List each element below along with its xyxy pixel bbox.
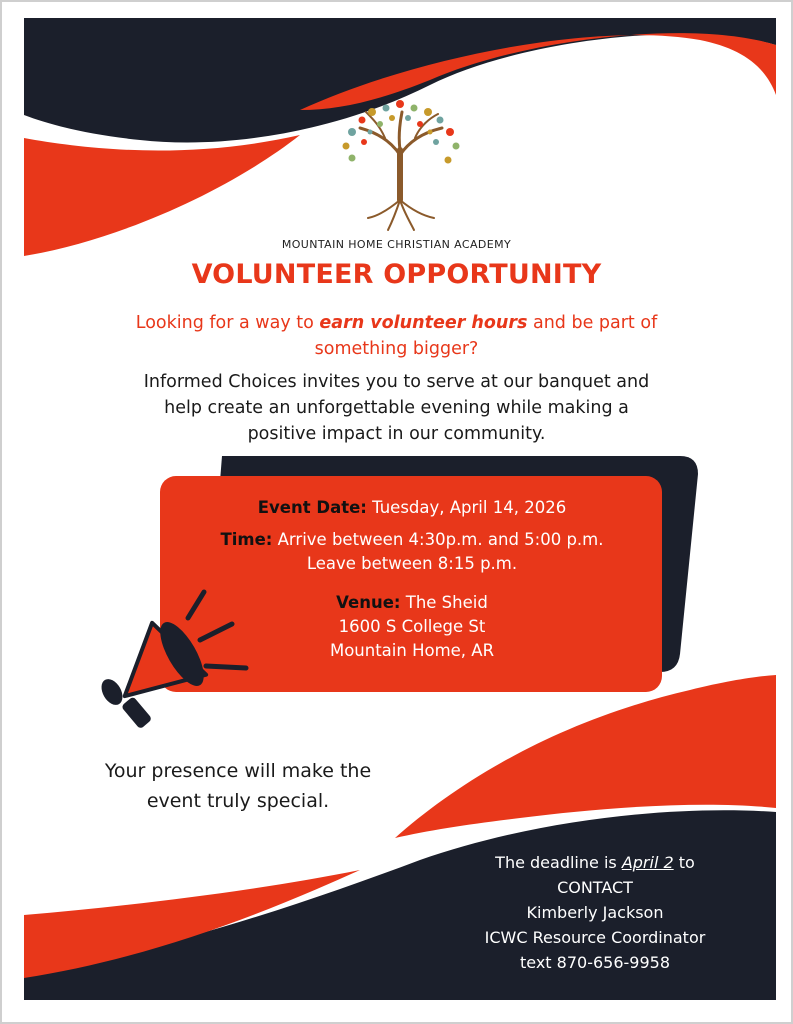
deadline-text-start: The deadline is	[495, 853, 622, 872]
school-name: MOUNTAIN HOME CHRISTIAN ACADEMY	[281, 238, 512, 251]
deadline-date: April 2	[621, 853, 674, 872]
event-time-value: Arrive between 4:30p.m. and 5:00 p.m.	[272, 530, 604, 549]
tree-icon	[343, 100, 460, 230]
lead-text-end: and be part of	[527, 313, 658, 333]
intro-paragraph	[0, 369, 793, 447]
presence-line-1: Your presence will make the	[104, 760, 372, 782]
event-date	[162, 496, 662, 520]
event-venue-line-3: Mountain Home, AR	[329, 641, 495, 660]
presence-message	[58, 756, 418, 816]
contact-phone: text 870-656-9958	[519, 953, 670, 972]
deadline-line	[430, 850, 760, 875]
event-time	[162, 528, 662, 576]
event-date-value: Tuesday, April 14, 2026	[366, 498, 567, 517]
event-venue-label: Venue:	[336, 593, 401, 612]
event-date-label: Event Date:	[257, 498, 367, 517]
contact-name: Kimberly Jackson	[526, 903, 664, 922]
intro-line-2: help create an unforgettable evening while making a	[164, 398, 629, 418]
event-time-label: Time:	[220, 530, 273, 549]
event-venue-value: The Sheid	[400, 593, 488, 612]
event-venue	[162, 591, 662, 663]
lead-question	[0, 310, 793, 362]
event-venue-line-2: 1600 S College St	[338, 617, 486, 636]
lead-text-start: Looking for a way to	[135, 313, 320, 333]
presence-line-2: event truly special.	[146, 790, 330, 812]
contact-heading: CONTACT	[557, 878, 633, 897]
lead-line-2: something bigger?	[314, 339, 479, 359]
deadline-text-end: to	[673, 853, 695, 872]
intro-line-1: Informed Choices invites you to serve at our banquet and	[143, 372, 650, 392]
intro-line-3: positive impact in our community.	[247, 424, 546, 444]
page-title: VOLUNTEER OPPORTUNITY	[191, 259, 602, 290]
lead-emphasis: earn volunteer hours	[319, 313, 528, 333]
contact-role: ICWC Resource Coordinator	[484, 928, 706, 947]
contact-info	[430, 850, 760, 975]
event-time-line-2: Leave between 8:15 p.m.	[306, 554, 518, 573]
